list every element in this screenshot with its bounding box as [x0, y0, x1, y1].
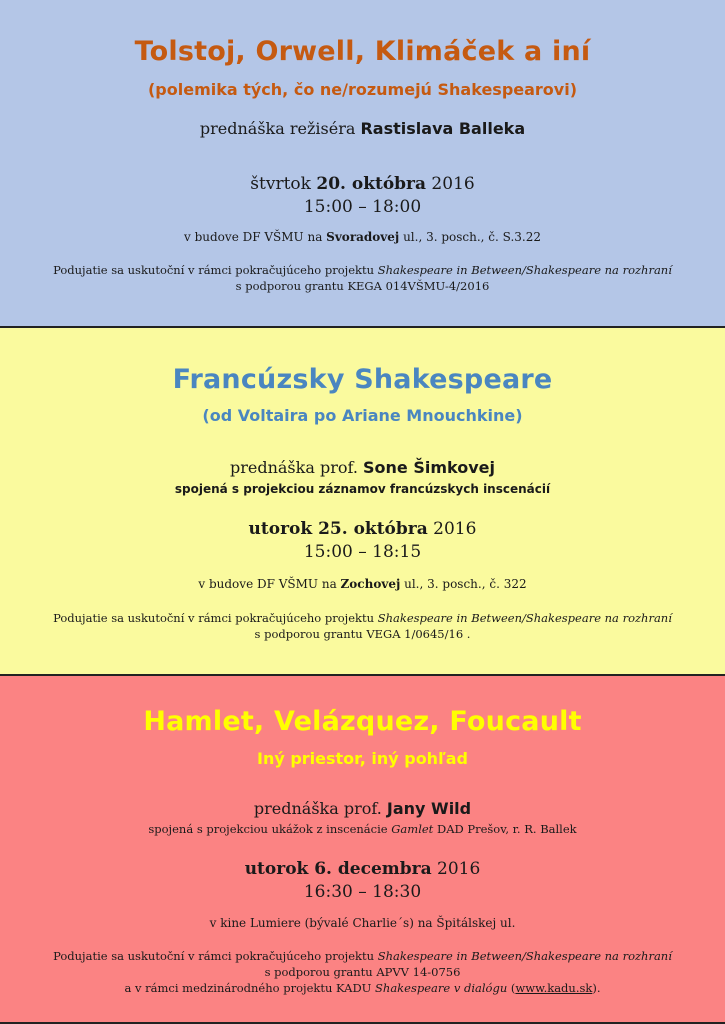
note-prefix: Podujatie sa uskutoční v rámci pokračujúceho projektu — [53, 611, 378, 625]
venue-street: Svoradovej — [326, 230, 400, 244]
lecturer-name: Sone Šimkovej — [363, 458, 495, 477]
lecture-extra: spojená s projekciou záznamov francúzskych inscenácií — [174, 482, 551, 496]
event-title: Hamlet, Velázquez, Foucault — [143, 706, 582, 737]
event-note-line-1 — [0, 948, 725, 964]
event-subtitle: (polemika tých, čo ne/rozumejú Shakespearovi) — [147, 80, 578, 99]
event-panel-2 — [0, 328, 725, 676]
event-note-grant: s podporou grantu KEGA 014VŠMU-4/2016 — [235, 279, 490, 293]
event-note-line-1 — [0, 610, 725, 626]
date-year: 2016 — [426, 174, 475, 194]
note-prefix: Podujatie sa uskutoční v rámci pokračujúceho projektu — [53, 263, 378, 277]
lecture-extra-prefix: spojená s projekciou ukážok z inscenácie — [148, 822, 392, 836]
note-project: Shakespeare in Between/Shakespeare na rozhraní — [377, 263, 672, 277]
kadu-paren-open: ( — [507, 981, 516, 995]
event-note-grant: s podporou grantu VEGA 1/0645/16 . — [254, 627, 471, 641]
event-subtitle: Iný priestor, iný pohľad — [256, 749, 468, 768]
kadu-italic: Shakespeare v dialógu — [375, 981, 508, 995]
lecturer-name: Jany Wild — [386, 799, 472, 818]
lecture-line — [0, 458, 725, 477]
event-note-line-1 — [0, 262, 725, 278]
note-project: Shakespeare in Between/Shakespeare na rozhraní — [377, 611, 672, 625]
event-title: Tolstoj, Orwell, Klimáček a iní — [134, 36, 591, 67]
lecture-prefix: prednáška prof. — [253, 799, 387, 818]
venue-street: Zochovej — [340, 577, 401, 591]
event-venue: v kine Lumiere (bývalé Charlie´s) na Špitálskej ul. — [209, 916, 516, 930]
lecturer-name: Rastislava Balleka — [360, 119, 526, 138]
event-time: 15:00 – 18:15 — [303, 542, 422, 562]
event-date — [0, 174, 725, 194]
event-note-grant: s podporou grantu APVV 14-0756 — [264, 965, 461, 979]
lecture-extra-suffix: DAD Prešov, r. R. Ballek — [433, 822, 577, 836]
date-main: 20. októbra — [316, 174, 427, 194]
lecture-line — [0, 799, 725, 818]
date-year: 2016 — [431, 859, 481, 879]
kadu-link[interactable]: www.kadu.sk — [515, 981, 593, 995]
date-year: 2016 — [427, 519, 477, 539]
event-time: 15:00 – 18:00 — [303, 197, 422, 217]
event-note-kadu — [0, 980, 725, 996]
venue-prefix: v budove DF VŠMU na — [198, 577, 341, 591]
lecture-extra — [0, 822, 725, 836]
venue-suffix: ul., 3. posch., č. 322 — [400, 577, 527, 591]
event-venue — [0, 230, 725, 244]
event-title: Francúzsky Shakespeare — [172, 364, 553, 395]
event-panel-1 — [0, 0, 725, 328]
lecture-extra-italic: Gamlet — [391, 822, 434, 836]
lecture-line — [0, 119, 725, 138]
event-date — [0, 519, 725, 539]
venue-suffix: ul., 3. posch., č. S.3.22 — [399, 230, 541, 244]
date-main: utorok 25. októbra — [248, 519, 428, 539]
lecture-prefix: prednáška režiséra — [199, 119, 361, 138]
kadu-suffix: ). — [592, 981, 601, 995]
event-subtitle: (od Voltaira po Ariane Mnouchkine) — [202, 406, 523, 425]
event-date — [0, 859, 725, 879]
lecture-prefix: prednáška prof. — [229, 458, 364, 477]
note-project: Shakespeare in Between/Shakespeare na rozhraní — [377, 949, 672, 963]
date-day: štvrtok — [250, 174, 317, 194]
event-venue — [0, 577, 725, 591]
event-time: 16:30 – 18:30 — [303, 882, 422, 902]
event-panel-3 — [0, 676, 725, 1024]
note-prefix: Podujatie sa uskutoční v rámci pokračujúceho projektu — [53, 949, 378, 963]
kadu-prefix: a v rámci medzinárodného projektu KADU — [124, 981, 376, 995]
date-main: utorok 6. decembra — [244, 859, 432, 879]
venue-prefix: v budove DF VŠMU na — [184, 230, 327, 244]
